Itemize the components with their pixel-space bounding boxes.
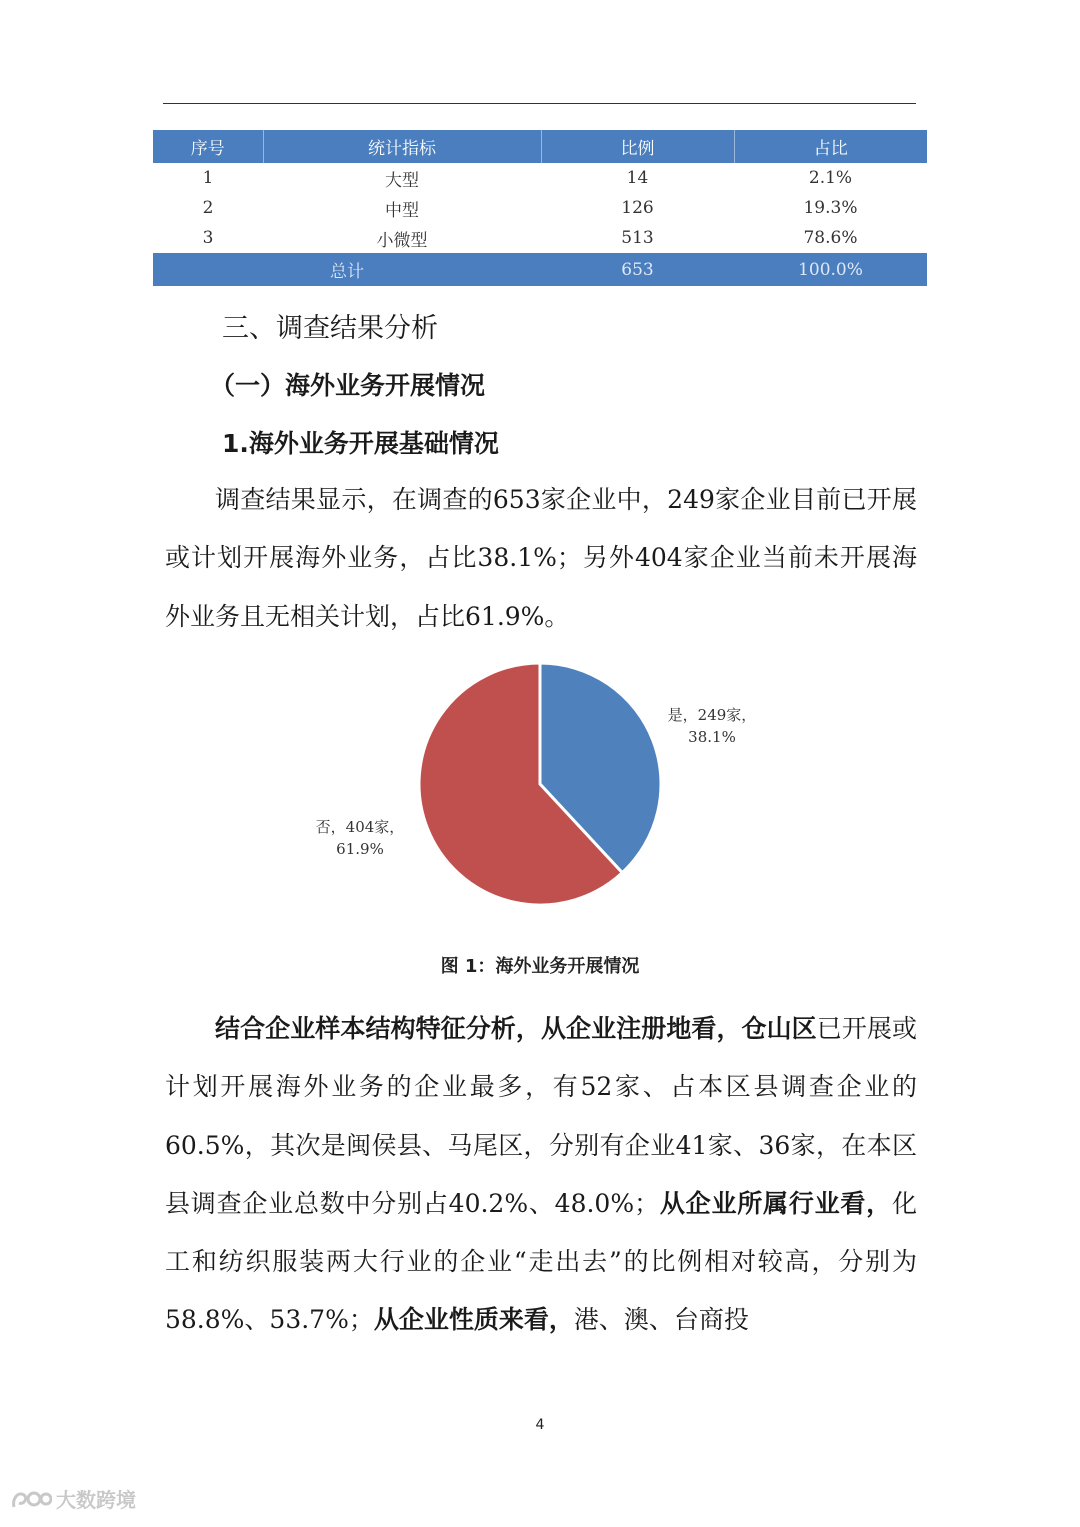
enterprise-size-table [153,130,927,286]
table-total-row [153,253,927,286]
table-header-row [153,130,927,163]
row-value: 126 [621,198,654,218]
body-paragraph-2 [165,1000,917,1350]
row-percent: 78.6% [803,228,858,248]
emphasis-text: 从企业性质来看， [373,1305,574,1335]
table-row [153,223,927,253]
header-cell: 序号 [153,130,263,163]
emphasis-text: 从企业所属行业看， [659,1188,892,1218]
row-number: 2 [202,198,214,218]
emphasis-text: 结合企业样本结构特征分析，从企业注册地看，仓山区 [215,1014,817,1043]
row-percent: 2.1% [808,168,853,188]
row-indicator: 小微型 [376,230,428,251]
row-value: 14 [626,168,649,188]
plain-text: 化工和纺织服装两大行业的企业“走出去”的比例相对较高，分别为58.8%、53.7%； [165,1188,917,1335]
subsection-heading: （一）海外业务开展情况 [210,371,486,400]
total-percent: 100.0% [734,253,927,286]
row-value: 513 [621,228,654,248]
row-indicator: 大型 [385,170,419,191]
watermark [10,1484,136,1513]
row-percent: 19.3% [803,198,858,218]
row-number: 3 [202,228,214,248]
plain-text: 港、澳、台商投 [573,1305,749,1335]
row-indicator: 中型 [385,200,419,221]
total-value: 653 [541,253,734,286]
item-heading: 1.海外业务开展基础情况 [222,429,499,458]
header-cell: 比例 [541,130,734,163]
table-row [153,193,927,223]
header-cell: 占比 [734,130,927,163]
watermark-text: 大数跨境 [56,1488,136,1512]
table-row [153,163,927,193]
watermark-logo-icon [10,1487,52,1511]
pie-slice-label-1: 是，249家， 38.1% [667,706,757,746]
overseas-business-pie-chart [300,650,780,930]
header-rule [163,103,916,104]
pie-slice-label-2: 否，404家， 61.9% [315,818,405,858]
page-number: 4 [535,1417,545,1433]
figure-caption: 图 1：海外业务开展情况 [440,956,640,977]
section-heading: 三、调查结果分析 [222,313,438,344]
paragraph-text [165,1000,917,1350]
plain-text: 已开展或计划开展海外业务的企业最多，有52家、占本区县调查企业的60.5%，其次是闽侯县、马尾区，分别有企业41家、36家，在本区县调查企业总数中分别占40.2%、48.0%； [165,1014,917,1218]
header-cell: 统计指标 [263,130,541,163]
row-number: 1 [202,168,214,188]
body-paragraph-1 [165,471,917,646]
total-label: 总计 [153,253,541,286]
paragraph-text: 调查结果显示，在调查的653家企业中，249家企业目前已开展或计划开展海外业务，占比38.1%；另外404家企业当前未开展海外业务且无相关计划，占比61.9%。 [165,485,917,631]
